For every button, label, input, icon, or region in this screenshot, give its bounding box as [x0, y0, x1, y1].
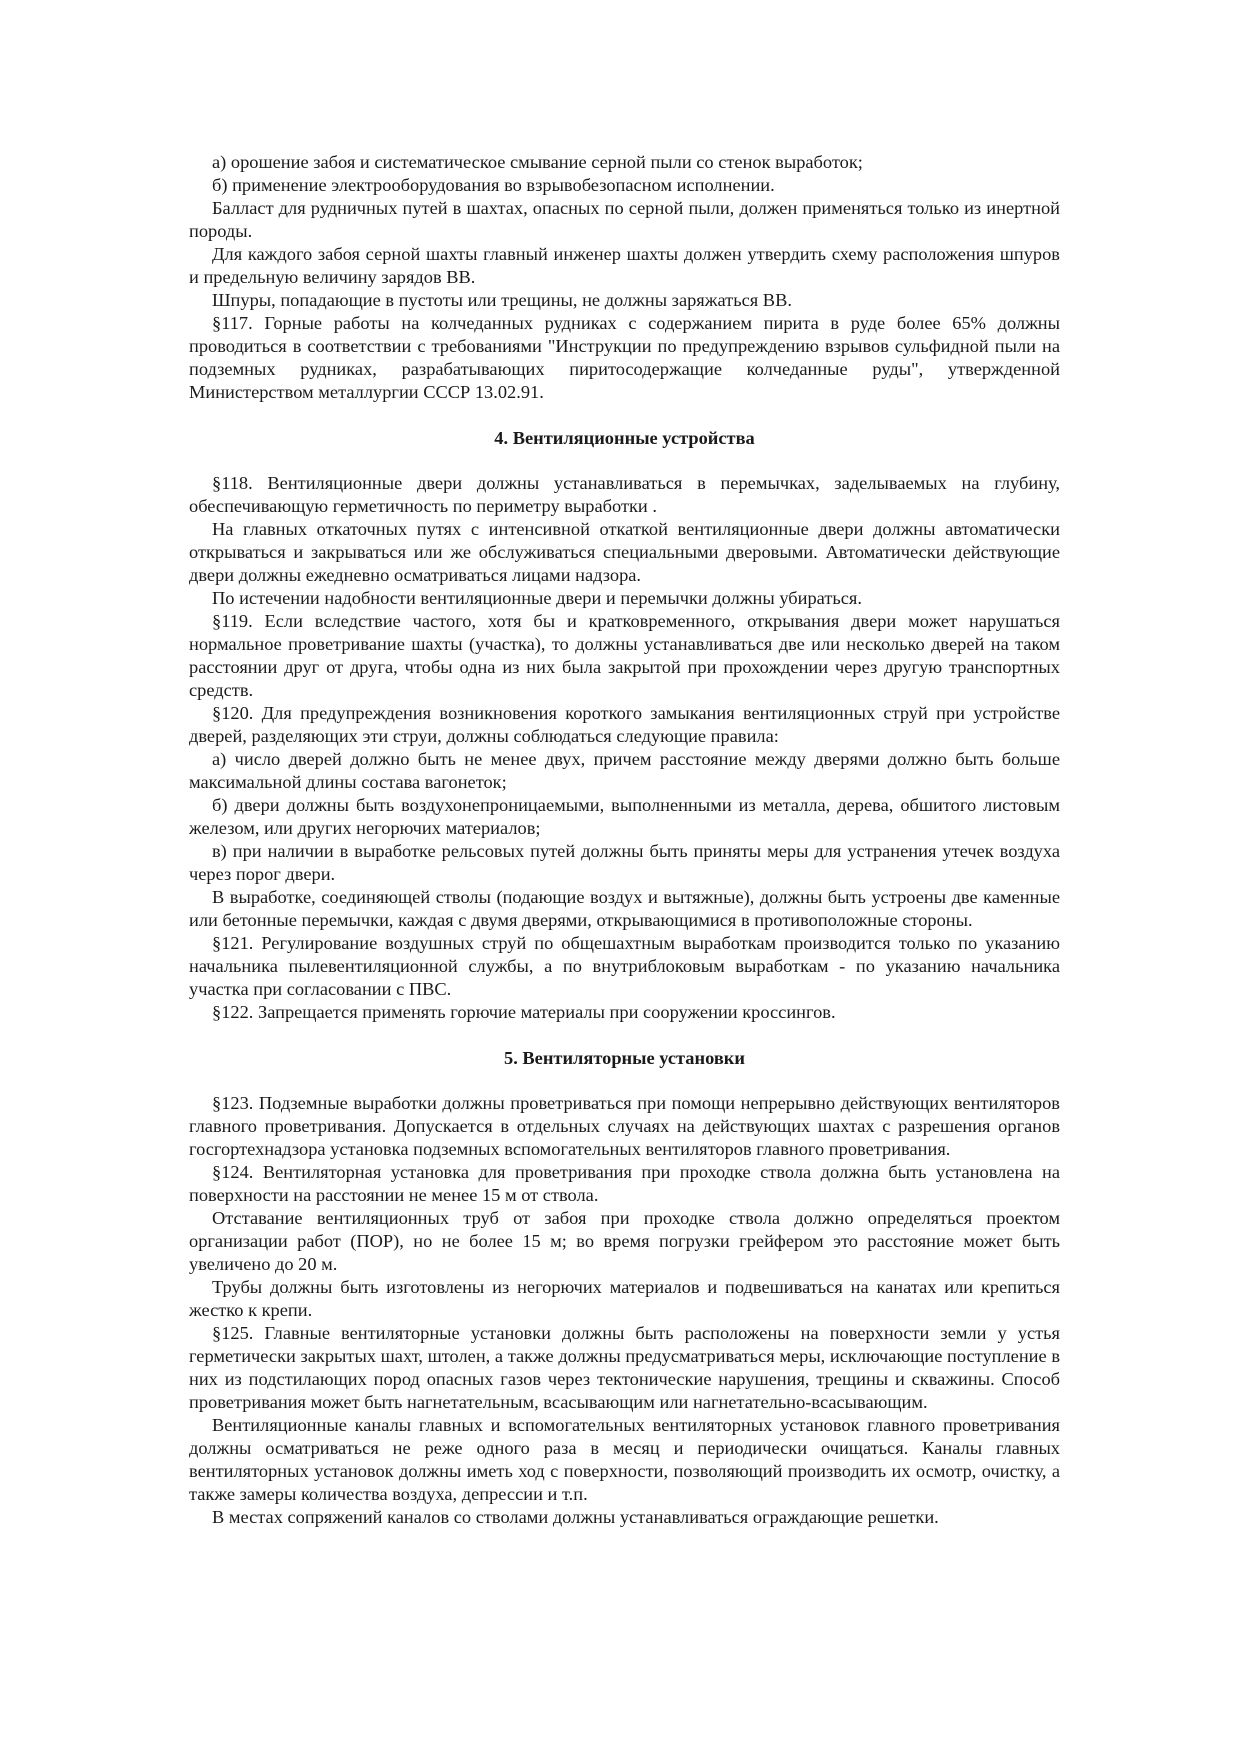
section4-paragraph: По истечении надобности вентиляционные двери и перемычки должны убираться.	[212, 588, 862, 608]
intro-paragraph: б) применение электрооборудования во взрывобезопасном исполнении.	[212, 175, 775, 195]
section4-paragraph: §121. Регулирование воздушных струй по общешахтным выработкам производится только по указанию начальника пылевентиляционной службы, а по внутриблоковым выработкам - по указанию начальника участка при согласовании с ПВС.	[189, 933, 1060, 999]
section-heading-4: 4. Вентиляционные устройства	[494, 428, 755, 448]
section5-paragraph: Отставание вентиляционных труб от забоя при проходке ствола должно определяться проектом организации работ (ПОР), но не более 15 м; во время погрузки грейфером это расстояние может быть увеличено до 20 м.	[189, 1208, 1060, 1274]
section5-paragraph: §123. Подземные выработки должны проветриваться при помощи непрерывно действующих вентиляторов главного проветривания. Допускается в отдельных случаях на действующих шахтах с разрешения органов госгортехнадзора установка подземных вспомогательных вентиляторов главного проветривания.	[189, 1093, 1060, 1159]
section4-paragraph: В выработке, соединяющей стволы (подающие воздух и вытяжные), должны быть устроены две каменные или бетонные перемычки, каждая с двумя дверями, открывающимися в противоположные стороны.	[189, 887, 1060, 930]
section5-paragraph: §125. Главные вентиляторные установки должны быть расположены на поверхности земли у устья герметически закрытых шахт, штолен, а также должны предусматриваться меры, исключающие поступление в них из подстилающих пород опасных газов через тектонические нарушения, трещины и скважины. Способ проветривания может быть нагнетательным, всасывающим или нагнетательно-всасывающим.	[189, 1323, 1060, 1412]
section5-paragraph: §124. Вентиляторная установка для проветривания при проходке ствола должна быть установлена на поверхности на расстоянии не менее 15 м от ствола.	[189, 1162, 1060, 1205]
document-page	[189, 151, 1060, 1529]
section5-paragraph: Трубы должны быть изготовлены из негорючих материалов и подвешиваться на канатах или крепиться жестко к крепи.	[189, 1277, 1060, 1320]
intro-paragraph: Шпуры, попадающие в пустоты или трещины, не должны заряжаться ВВ.	[212, 290, 792, 310]
intro-paragraph: Для каждого забоя серной шахты главный инженер шахты должен утвердить схему расположения шпуров и предельную величину зарядов ВВ.	[189, 244, 1060, 287]
section4-paragraph: §120. Для предупреждения возникновения короткого замыкания вентиляционных струй при устройстве дверей, разделяющих эти струи, должны соблюдаться следующие правила:	[189, 703, 1060, 746]
section4-paragraph: §118. Вентиляционные двери должны устанавливаться в перемычках, заделываемых на глубину, обеспечивающую герметичность по периметру выработки .	[189, 473, 1060, 516]
section4-paragraph: в) при наличии в выработке рельсовых путей должны быть приняты меры для устранения утечек воздуха через порог двери.	[189, 841, 1060, 884]
section4-paragraph: §122. Запрещается применять горючие материалы при сооружении кроссингов.	[212, 1002, 836, 1022]
section4-paragraph: а) число дверей должно быть не менее двух, причем расстояние между дверями должно быть больше максимальной длины состава вагонеток;	[189, 749, 1060, 792]
section-heading-5: 5. Вентиляторные установки	[504, 1048, 745, 1068]
section4-paragraph: §119. Если вследствие частого, хотя бы и кратковременного, открывания двери может нарушаться нормальное проветривание шахты (участка), то должны устанавливаться две или несколько дверей на таком расстоянии друг от друга, чтобы одна из них была закрытой при прохождении через другую транспортных средств.	[189, 611, 1060, 700]
intro-paragraph: Балласт для рудничных путей в шахтах, опасных по серной пыли, должен применяться только из инертной породы.	[189, 198, 1060, 241]
section5-paragraph: Вентиляционные каналы главных и вспомогательных вентиляторных установок главного проветривания должны осматриваться не реже одного раза в месяц и периодически очищаться. Каналы главных вентиляторных установок должны иметь ход с поверхности, позволяющий производить их осмотр, очистку, а также замеры количества воздуха, депрессии и т.п.	[189, 1415, 1060, 1504]
intro-paragraph: а) орошение забоя и систематическое смывание серной пыли со стенок выработок;	[212, 152, 863, 172]
section5-paragraph: В местах сопряжений каналов со стволами должны устанавливаться ограждающие решетки.	[212, 1507, 939, 1527]
intro-paragraph: §117. Горные работы на колчеданных рудниках с содержанием пирита в руде более 65% должны проводиться в соответствии с требованиями "Инструкции по предупреждению взрывов сульфидной пыли на подземных рудниках, разрабатывающих пиритосодержащие колчеданные руды", утвержденной Министерством металлургии СССР 13.02.91.	[189, 313, 1060, 402]
section4-paragraph: На главных откаточных путях с интенсивной откаткой вентиляционные двери должны автоматически открываться и закрываться или же обслуживаться специальными дверовыми. Автоматически действующие двери должны ежедневно осматриваться лицами надзора.	[189, 519, 1060, 585]
section4-paragraph: б) двери должны быть воздухонепроницаемыми, выполненными из металла, дерева, обшитого листовым железом, или других негорючих материалов;	[189, 795, 1060, 838]
